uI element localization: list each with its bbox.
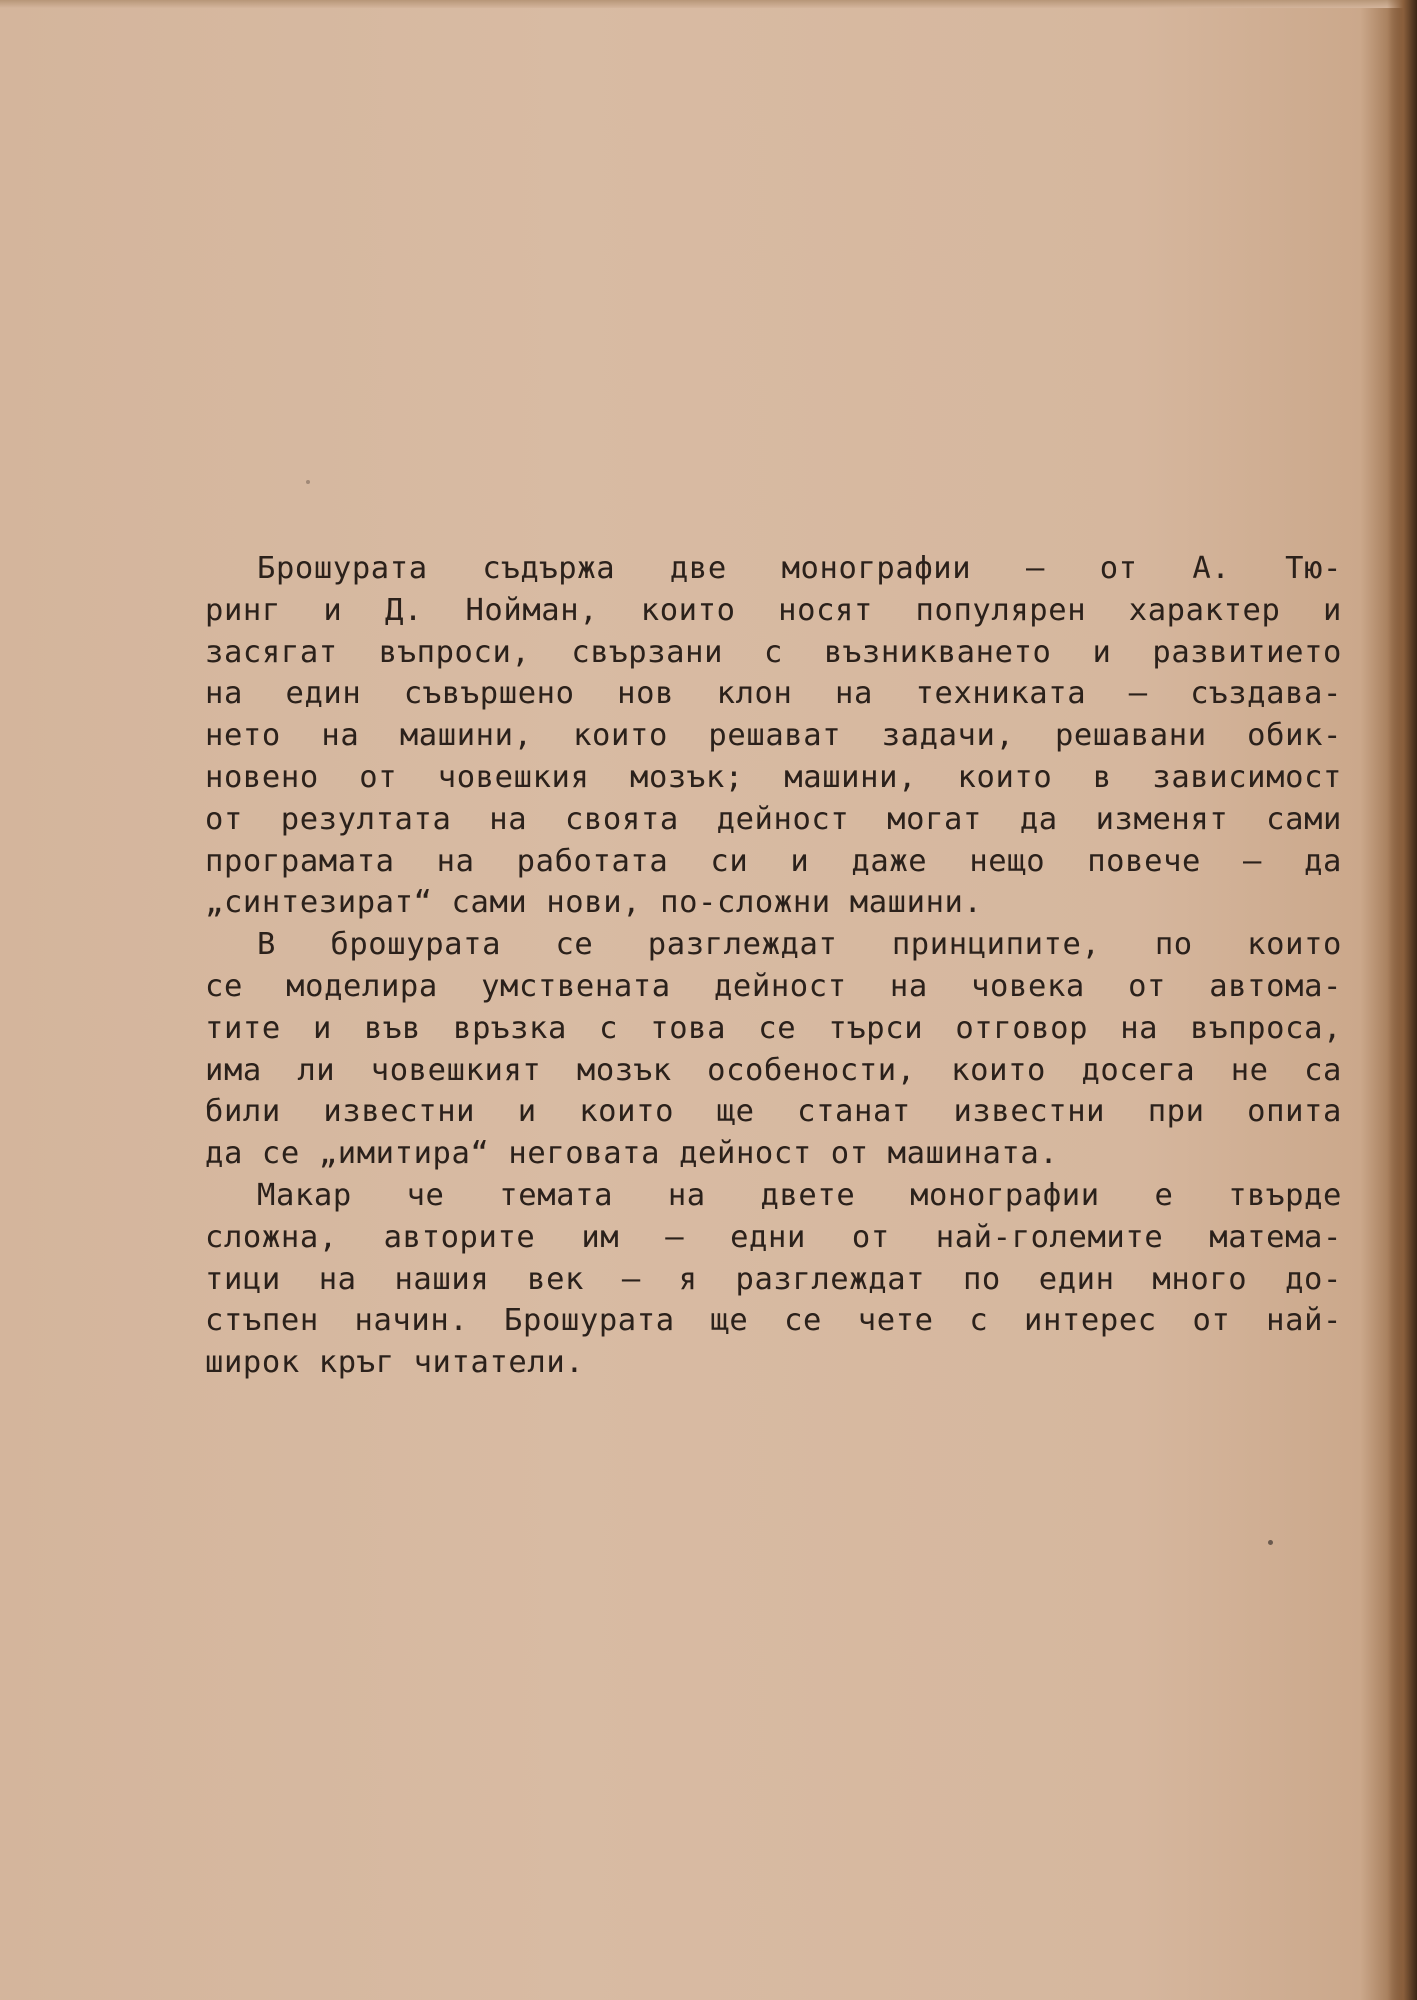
text-line: тици на нашия век — я разглеждат по един много до- (205, 1261, 1342, 1297)
text-line: на един съвършено нов клон на техниката — създава- (205, 676, 1342, 712)
text-line: В брошурата се разглеждат принципите, по които (257, 927, 1342, 963)
text-line: стъпен начин. Брошурата ще се чете с интерес от най- (205, 1303, 1342, 1339)
page-right-edge (1387, 0, 1417, 2000)
text-line: от резултата на своята дейност могат да изменят сами (205, 801, 1342, 837)
text-line: има ли човешкият мозък особености, които досега не са (205, 1052, 1342, 1088)
paragraph-1 (205, 548, 1342, 924)
text-line: сложна, авторите им — едни от най-големите матема- (205, 1219, 1342, 1255)
text-line: били известни и които ще станат известни при опита (205, 1094, 1342, 1130)
paragraph-3 (205, 1175, 1342, 1384)
text-line: тите и във връзка с това се търси отговор на въпроса, (205, 1010, 1342, 1046)
body-text (205, 548, 1342, 1384)
text-line: „синтезират“ сами нови, по-сложни машини. (205, 885, 983, 921)
text-line: да се „имитира“ неговата дейност от машината. (205, 1136, 1059, 1172)
text-line: програмата на работата си и даже нещо повече — да (205, 843, 1342, 879)
text-line: широк кръг читатели. (205, 1345, 585, 1381)
text-line: нето на машини, които решават задачи, решавани обик- (205, 718, 1342, 754)
text-line: Брошурата съдържа две монографии — от А. Тю- (257, 551, 1342, 586)
text-line: ринг и Д. Нойман, които носят популярен характер и (205, 592, 1342, 628)
page-top-edge (0, 0, 1417, 8)
text-line: засягат въпроси, свързани с възникването и развитието (205, 634, 1342, 670)
text-line: се моделира умствената дейност на човека от автома- (205, 968, 1342, 1004)
paper-speck (306, 480, 310, 484)
paper-speck (1268, 1540, 1273, 1545)
text-line: Макар че темата на двете монографии е твърде (257, 1177, 1342, 1213)
text-line: новено от човешкия мозък; машини, които в зависимост (205, 759, 1342, 795)
paragraph-2 (205, 924, 1342, 1175)
